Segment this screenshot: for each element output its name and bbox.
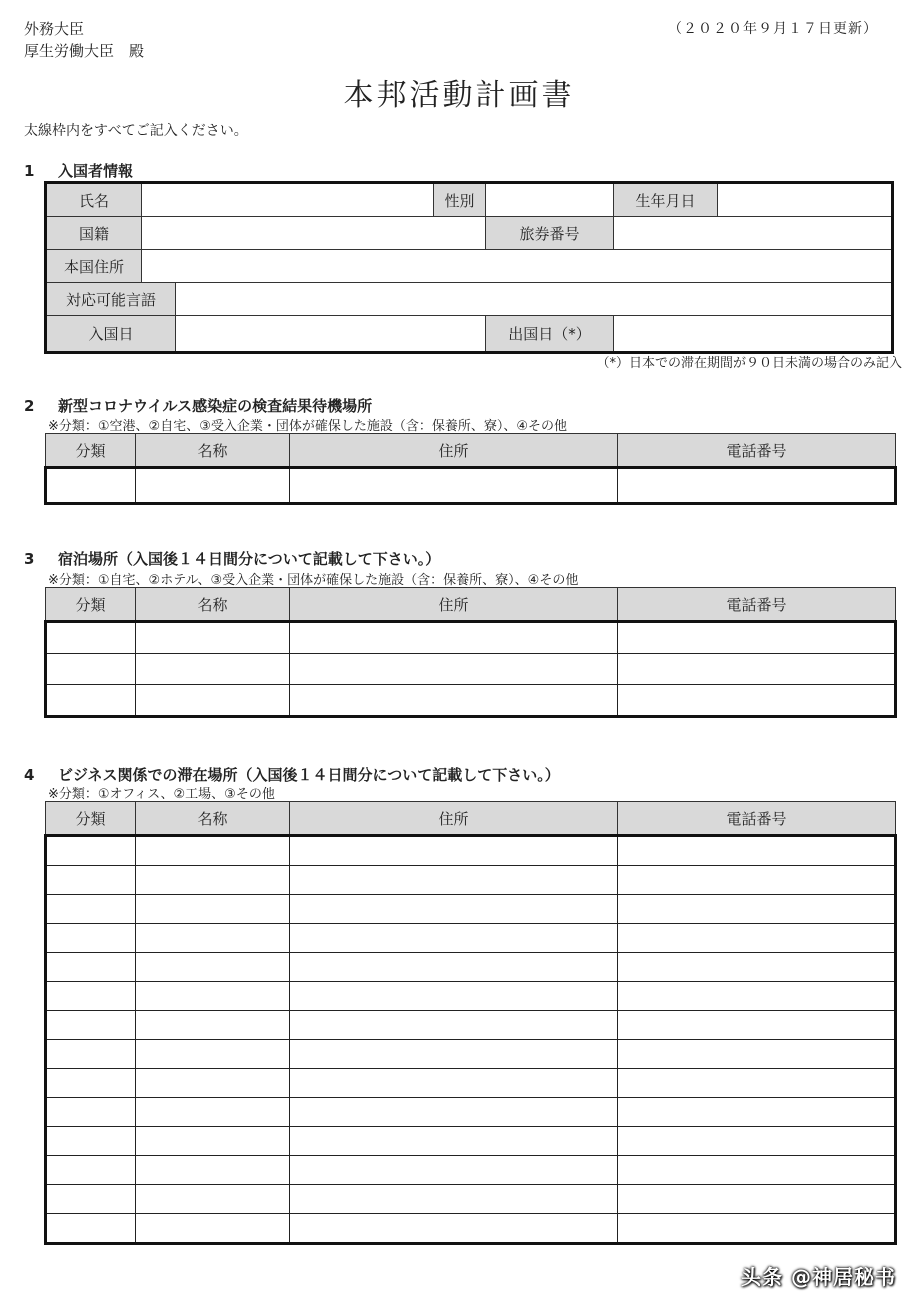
address-cell[interactable] xyxy=(290,924,618,953)
lodging-table xyxy=(44,587,897,718)
table-row xyxy=(46,953,896,982)
section-3-heading xyxy=(24,548,440,569)
update-date: （２０２０年９月１７日更新） xyxy=(668,21,878,37)
instruction-text: 太線枠内をすべてご記入ください。 xyxy=(24,123,248,139)
section-2-title: 新型コロナウイルス感染症の検査結果待機場所 xyxy=(58,397,373,415)
category-cell[interactable] xyxy=(46,468,136,504)
dob-label: 生年月日 xyxy=(614,184,718,217)
home-address-label: 本国住所 xyxy=(47,250,142,283)
section-1-number: 1 xyxy=(24,162,35,180)
sex-field[interactable] xyxy=(486,184,614,217)
business-location-table xyxy=(44,801,897,1245)
applicant-info-form xyxy=(44,181,894,354)
column-header-phone: 電話番号 xyxy=(618,802,896,836)
category-cell[interactable] xyxy=(46,866,136,895)
address-cell[interactable] xyxy=(290,1040,618,1069)
address-cell[interactable] xyxy=(290,1127,618,1156)
phone-cell[interactable] xyxy=(618,1011,896,1040)
address-cell[interactable] xyxy=(290,1214,618,1244)
column-header-category: 分類 xyxy=(46,588,136,622)
phone-cell[interactable] xyxy=(618,1185,896,1214)
name-cell[interactable] xyxy=(136,953,290,982)
category-cell[interactable] xyxy=(46,1069,136,1098)
table-row xyxy=(46,866,896,895)
table-row xyxy=(46,622,896,654)
phone-cell[interactable] xyxy=(618,1069,896,1098)
language-label: 対応可能言語 xyxy=(47,283,176,316)
table-row xyxy=(46,1185,896,1214)
column-header-name: 名称 xyxy=(136,588,290,622)
name-cell[interactable] xyxy=(136,895,290,924)
column-header-name: 名称 xyxy=(136,434,290,468)
table-row xyxy=(46,895,896,924)
section-1-title: 入国者情報 xyxy=(58,162,134,180)
address-cell[interactable] xyxy=(290,895,618,924)
name-cell[interactable] xyxy=(136,1040,290,1069)
phone-cell[interactable] xyxy=(618,1127,896,1156)
phone-cell[interactable] xyxy=(618,1040,896,1069)
name-field[interactable] xyxy=(142,184,434,217)
nationality-field[interactable] xyxy=(142,217,486,250)
document-title: 本邦活動計画書 xyxy=(343,78,575,113)
section-4-number: 4 xyxy=(24,766,35,784)
phone-cell[interactable] xyxy=(618,1156,896,1185)
section-4-heading xyxy=(24,764,560,785)
name-cell[interactable] xyxy=(136,1156,290,1185)
entry-date-field[interactable] xyxy=(176,316,486,351)
departure-date-field[interactable] xyxy=(614,316,891,351)
column-header-address: 住所 xyxy=(290,802,618,836)
column-header-address: 住所 xyxy=(290,588,618,622)
name-cell[interactable] xyxy=(136,654,290,685)
section-4-note: ※分類：①オフィス、②工場、③その他 xyxy=(48,787,275,802)
table-row xyxy=(46,1069,896,1098)
address-cell[interactable] xyxy=(290,1011,618,1040)
column-header-category: 分類 xyxy=(46,802,136,836)
column-header-name: 名称 xyxy=(136,802,290,836)
name-cell[interactable] xyxy=(136,924,290,953)
phone-cell[interactable] xyxy=(618,685,896,717)
table-row xyxy=(46,1040,896,1069)
stay-footnote: （*）日本での滞在期間が９０日未満の場合のみ記入 xyxy=(596,356,902,371)
category-cell[interactable] xyxy=(46,953,136,982)
passport-label: 旅券番号 xyxy=(486,217,614,250)
name-cell[interactable] xyxy=(136,836,290,866)
column-header-category: 分類 xyxy=(46,434,136,468)
section-2-heading xyxy=(24,395,372,416)
table-row xyxy=(46,982,896,1011)
category-cell[interactable] xyxy=(46,1040,136,1069)
category-cell[interactable] xyxy=(46,685,136,717)
name-cell[interactable] xyxy=(136,1069,290,1098)
name-cell[interactable] xyxy=(136,1098,290,1127)
category-cell[interactable] xyxy=(46,982,136,1011)
category-cell[interactable] xyxy=(46,836,136,866)
phone-cell[interactable] xyxy=(618,622,896,654)
address-cell[interactable] xyxy=(290,866,618,895)
section-3-number: 3 xyxy=(24,550,35,568)
name-cell[interactable] xyxy=(136,866,290,895)
column-header-phone: 電話番号 xyxy=(618,588,896,622)
address-cell[interactable] xyxy=(290,685,618,717)
name-label: 氏名 xyxy=(47,184,142,217)
table-row xyxy=(46,1127,896,1156)
category-cell[interactable] xyxy=(46,654,136,685)
category-cell[interactable] xyxy=(46,1185,136,1214)
category-cell[interactable] xyxy=(46,924,136,953)
section-2-note: ※分類：①空港、②自宅、③受入企業・団体が確保した施設（含：保養所、寮）、④その他 xyxy=(48,419,568,434)
phone-cell[interactable] xyxy=(618,895,896,924)
phone-cell[interactable] xyxy=(618,866,896,895)
table-row xyxy=(46,924,896,953)
table-row xyxy=(46,1011,896,1040)
table-row xyxy=(46,1098,896,1127)
table-row xyxy=(46,1156,896,1185)
nationality-label: 国籍 xyxy=(47,217,142,250)
phone-cell[interactable] xyxy=(618,1214,896,1244)
column-header-phone: 電話番号 xyxy=(618,434,896,468)
address-cell[interactable] xyxy=(290,1069,618,1098)
name-cell[interactable] xyxy=(136,1185,290,1214)
name-cell[interactable] xyxy=(136,982,290,1011)
phone-cell[interactable] xyxy=(618,654,896,685)
table-row xyxy=(46,1214,896,1244)
phone-cell[interactable] xyxy=(618,924,896,953)
address-cell[interactable] xyxy=(290,1098,618,1127)
address-cell[interactable] xyxy=(290,982,618,1011)
category-cell[interactable] xyxy=(46,1011,136,1040)
section-2-number: 2 xyxy=(24,397,35,415)
table-row xyxy=(46,654,896,685)
name-cell[interactable] xyxy=(136,1127,290,1156)
name-cell[interactable] xyxy=(136,685,290,717)
name-cell[interactable] xyxy=(136,1214,290,1244)
category-cell[interactable] xyxy=(46,895,136,924)
phone-cell[interactable] xyxy=(618,982,896,1011)
category-cell[interactable] xyxy=(46,1098,136,1127)
address-cell[interactable] xyxy=(290,622,618,654)
section-3-note: ※分類：①自宅、②ホテル、③受入企業・団体が確保した施設（含：保養所、寮）、④その他 xyxy=(48,573,579,588)
name-cell[interactable] xyxy=(136,622,290,654)
table-row xyxy=(46,836,896,866)
dob-field[interactable] xyxy=(718,184,891,217)
column-header-address: 住所 xyxy=(290,434,618,468)
departure-date-label: 出国日（*） xyxy=(486,316,614,351)
address-cell[interactable] xyxy=(290,1156,618,1185)
phone-cell[interactable] xyxy=(618,1098,896,1127)
table-row xyxy=(46,685,896,717)
passport-field[interactable] xyxy=(614,217,891,250)
language-field[interactable] xyxy=(176,283,891,316)
addressee-line-2: 厚生労働大臣 殿 xyxy=(24,42,145,60)
watermark-text: 头条 @神居秘书 xyxy=(741,1265,896,1289)
address-cell[interactable] xyxy=(290,468,618,504)
phone-cell[interactable] xyxy=(618,468,896,504)
phone-cell[interactable] xyxy=(618,836,896,866)
entry-date-label: 入国日 xyxy=(47,316,176,351)
addressee-line-1: 外務大臣 xyxy=(24,20,85,38)
quarantine-location-table xyxy=(44,433,897,505)
category-cell[interactable] xyxy=(46,1127,136,1156)
category-cell[interactable] xyxy=(46,1214,136,1244)
name-cell[interactable] xyxy=(136,468,290,504)
section-4-title: ビジネス関係での滞在場所（入国後１４日間分について記載して下さい。） xyxy=(58,766,560,784)
category-cell[interactable] xyxy=(46,1156,136,1185)
address-cell[interactable] xyxy=(290,953,618,982)
category-cell[interactable] xyxy=(46,622,136,654)
address-cell[interactable] xyxy=(290,836,618,866)
sex-label: 性別 xyxy=(434,184,486,217)
home-address-field[interactable] xyxy=(142,250,891,283)
address-cell[interactable] xyxy=(290,1185,618,1214)
name-cell[interactable] xyxy=(136,1011,290,1040)
section-3-title: 宿泊場所（入国後１４日間分について記載して下さい。） xyxy=(58,550,441,568)
section-1-heading xyxy=(24,160,133,181)
phone-cell[interactable] xyxy=(618,953,896,982)
address-cell[interactable] xyxy=(290,654,618,685)
table-row xyxy=(46,468,896,504)
